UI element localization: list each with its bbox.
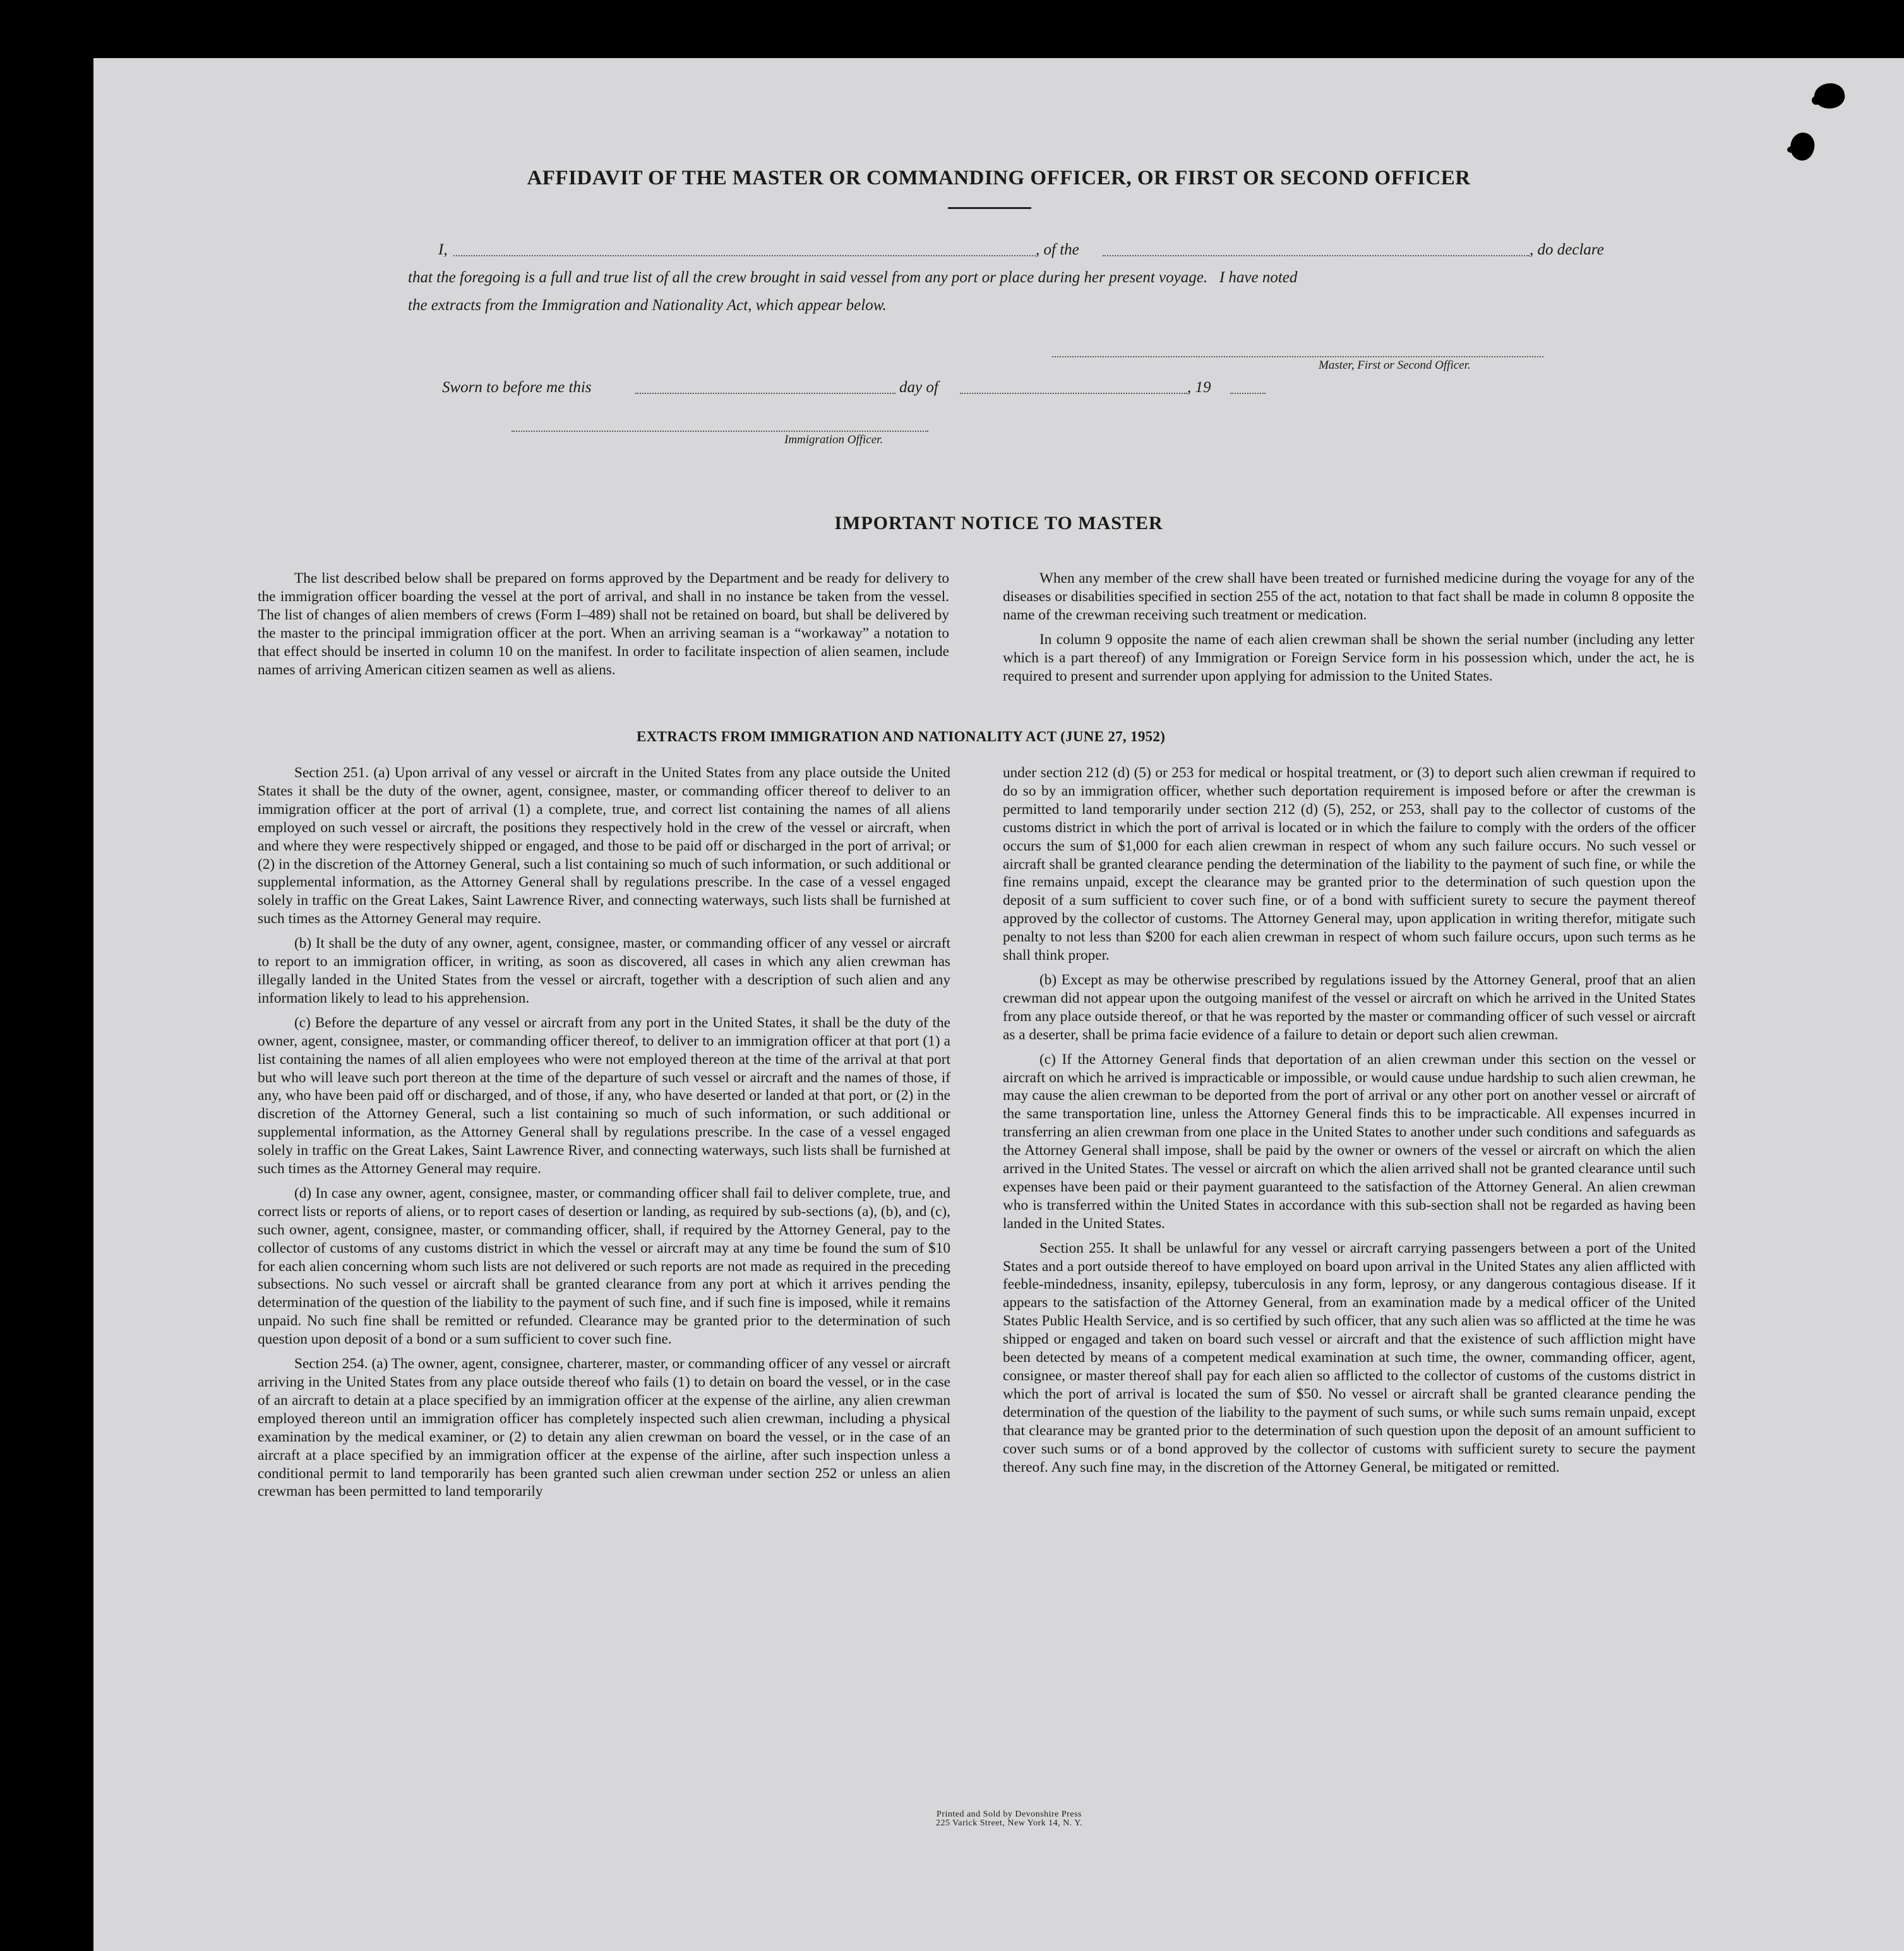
notice-right-paragraph-1: When any member of the crew shall have been treated or furnished medicine during the voyage for any of the diseases or disabilities specified in section 255 of the act, notation to that fact shall be made in column 8 opposite the name of the crewman receiving such treatment or medication. [1003, 570, 1694, 623]
year-blank[interactable] [1230, 393, 1266, 394]
section-254-b: (b) Except as may be otherwise prescribed by regulations issued by the Attorney General, proof that an alien crewman did not appear upon the outgoing manifest of the vessel or aircraft on which he arrived in the United States from any place outside thereof, or that he was reported by the master or commanding officer of such vessel or aircraft as a deserter, shall be prima facie evidence of a failure to detain or deport such alien crewman. [1003, 971, 1696, 1043]
notice-title: IMPORTANT NOTICE TO MASTER [834, 513, 1163, 534]
i-label: I, [438, 241, 448, 258]
section-251-b: (b) It shall be the duty of any owner, agent, consignee, master, or commanding officer of any vessel or aircraft to report to an immigration officer, in writing, as soon as discovered, all cases in which any alien crewman has illegally landed in the United States from the vessel or aircraft, together with a description of such alien and any information likely to lead to his apprehension. [258, 935, 950, 1006]
sworn-label: Sworn to before me this [442, 379, 592, 396]
section-255: Section 255. It shall be unlawful for any vessel or aircraft carrying passengers between a port of the United States and a port outside thereof to have employed on board upon arrival in the United States any alien afflicted with feeble-mindedness, insanity, epilepsy, tuberculosis in any form, leprosy, or any dangerous contagious disease. If it appears to the satisfaction of the Attorney General, from an examination made by a medical officer of the United States Public Health Service, and is so certified by such officer, that any such alien was so afflicted at the time he was shipped or engaged and taken on board such vessel or aircraft and that the existence of such affliction might have been detected by means of a competent medical examination at such time, the owner, commanding officer, agent, consignee, or master thereof shall pay for each alien so afflicted to the collector of customs of the customs district in which the port of arrival is located the sum of $50. No vessel or aircraft shall be granted clearance pending the determination of the question of the liability to the payment of such sums, or while such sums remain unpaid, except that clearance may be granted prior to the determination of such question upon the deposit of an amount sufficient to cover such sums or of a bond approved by the collector of customs with sufficient surety to secure the payment thereof. Any such fine may, in the discretion of the Attorney General, be mitigated or remitted. [1003, 1239, 1696, 1476]
punch-hole-edge [1787, 146, 1795, 153]
section-254-a: Section 254. (a) The owner, agent, consignee, charterer, master, or commanding officer of any vessel or aircraft arriving in the United States from any place outside thereof who fails (1) to detain on board the vessel, or in the case of an aircraft to detain at a place specified by an immigration officer at the expense of the airline, any alien crewman employed thereon until an immigration officer has completely inspected such alien crewman, including a physical examination by the medical examiner, or (2) to detain any alien crewman on board the vessel, or in the case of an aircraft at a place specified by an immigration officer at the expense of the airline, after such inspection unless a conditional permit to land temporarily has been granted such alien crewman under section 252 or unless an alien crewman has been permitted to land temporarily [258, 1356, 950, 1500]
master-signature-line[interactable] [1052, 356, 1543, 357]
form-page [93, 58, 1904, 1951]
officer-signature-line[interactable] [512, 431, 928, 432]
notice-left-column [258, 570, 949, 679]
printer-imprint [883, 1810, 1135, 1828]
year-prefix-label: , 19 [1187, 379, 1211, 396]
do-declare-label: , do declare [1530, 241, 1604, 258]
day-blank[interactable] [635, 393, 895, 394]
notice-left-paragraph: The list described below shall be prepared on forms approved by the Department and be ready for delivery to the immigration officer boarding the vessel at the port of arrival, and shall in no instance be taken from the vessel. The list of changes of alien members of crews (Form I–489) shall not be retained on board, but shall be delivered by the master to the principal immigration officer at the port. When an arriving seaman is a “workaway” a notation to that effect should be inserted in column 10 on the manifest. In order to facilitate inspection of alien seamen, include names of arriving American citizen seamen as well as aliens. [258, 570, 949, 678]
printer-line-1: Printed and Sold by Devonshire Press [937, 1810, 1082, 1819]
section-251-d: (d) In case any owner, agent, consignee, master, or commanding officer shall fail to deliver complete, true, and correct lists or reports of aliens, or to report cases of desertion or landing, as required by sub-sections (a), (b), and (c), such owner, agent, consignee, master, or commanding officer, shall, if required by the Attorney General, pay to the collector of customs of any customs district in which the vessel or aircraft may at any time be found the sum of $10 for each alien concerning whom such lists are not delivered or such reports are not made as required in the preceding subsections. No such vessel or aircraft shall be granted clearance from any port at which it arrives pending the determination of the question of the liability to the payment of such fine, and if such fine is imposed, while it remains unpaid. No such fine shall be remitted or refunded. Clearance may be granted prior to the determination of such question upon deposit of a bond or a sum sufficient to cover such fine. [258, 1184, 950, 1348]
month-blank[interactable] [960, 393, 1187, 394]
notice-right-paragraph-2: In column 9 opposite the name of each alien crewman shall be shown the serial number (including any letter which is a part thereof) of any Immigration or Foreign Service form in his possession which, under the act, he is required to present and surrender upon applying for admission to the United States. [1003, 631, 1694, 684]
name-blank[interactable] [453, 255, 1036, 256]
of-the-label: , of the [1036, 241, 1079, 258]
vessel-blank[interactable] [1103, 255, 1530, 256]
day-of-label: day of [899, 379, 938, 396]
printer-line-2: 225 Varick Street, New York 14, N. Y. [935, 1818, 1083, 1828]
title-rule [948, 207, 1031, 209]
punch-hole-edge [1812, 96, 1821, 105]
section-254-a-continued: under section 212 (d) (5) or 253 for medical or hospital treatment, or (3) to deport such alien crewman if required to do so by an immigration officer, whether such deportation requirement is imposed before or after the crewman is permitted to land temporarily under section 212 (d) (5), 252, or 253, shall pay to the collector of customs of the customs district in which the port of arrival is located or in which the failure to comply with the orders of the officer occurs the sum of $1,000 for each alien crewman in respect of whom any such failure occurs. No such vessel or aircraft shall be granted clearance pending the determination of the liability to the payment of such fine, or while the fine remains unpaid, except the clearance may be granted prior to the determination of such question upon the deposit of a sum sufficient to cover such fine, or of a bond with sufficient surety to secure the payment thereof approved by the collector of customs. The Attorney General may, upon application in writing therefor, mitigate such penalty to not less than $200 for each alien crewman in respect of whom such failure occurs, upon such terms as he shall think proper. [1003, 765, 1696, 964]
extracts-title: EXTRACTS FROM IMMIGRATION AND NATIONALITY ACT (JUNE 27, 1952) [637, 729, 1166, 744]
extracts-right-column [1003, 764, 1696, 1476]
master-signature-label: Master, First or Second Officer. [1319, 359, 1471, 372]
section-251-c: (c) Before the departure of any vessel or aircraft from any port in the United States, it shall be the duty of the owner, agent, consignee, master, or commanding officer thereof, to deliver to an immigration officer at that port (1) a list containing the names of all alien employees who were not employed thereon at the time of the arrival at that port but who will leave such port thereon at the time of the departure of such vessel or aircraft and the names of those, if any, who have been paid off or discharged, and of those, if any, who have deserted or landed at that port, or (2) in the discretion of the Attorney General, such a list containing so much of such information, or such additional or supplemental information, as the Attorney General shall by regulations prescribe. In the case of a vessel engaged solely in traffic on the Great Lakes, Saint Lawrence River, and connecting waterways, such lists shall be furnished at such times as the Attorney General may require. [258, 1014, 950, 1178]
notice-right-column [1003, 570, 1694, 685]
extracts-left-column [258, 764, 950, 1501]
section-251-a: Section 251. (a) Upon arrival of any vessel or aircraft in the United States from any place outside the United States it shall be the duty of the owner, agent, consignee, master, or commanding officer thereof to deliver to an immigration officer at the port of arrival (1) a complete, true, and correct list containing the names of all aliens employed on such vessel or aircraft, the positions they respectively hold in the crew of the vessel or aircraft, when and where they were respectively shipped or engaged, and those to be paid off or discharged in the port of arrival; or (2) in the discretion of the Attorney General, such a list containing so much of such information, or such additional or supplemental information, as the Attorney General shall by regulations prescribe. In the case of a vessel engaged solely in traffic on the Great Lakes, Saint Lawrence River, and connecting waterways, such lists shall be furnished at such times as the Attorney General may require. [258, 765, 950, 928]
affidavit-title: AFFIDAVIT OF THE MASTER OR COMMANDING OFFICER, OR FIRST OR SECOND OFFICER [527, 167, 1471, 189]
declaration-line-1: that the foregoing is a full and true list of all the crew brought in said vessel from any port or place during her present voyage. I have noted [408, 269, 1298, 286]
section-254-c: (c) If the Attorney General finds that deportation of an alien crewman under this section on the vessel or aircraft on which he arrived is impracticable or impossible, or would cause undue hardship to such alien crewman, he may cause the alien crewman to be deported from the port of arrival or any other port on another vessel or aircraft of the same transportation line, unless the Attorney General finds this to be impracticable. All expenses incurred in transferring an alien crewman from one place in the United States to another under such conditions and safeguards as the Attorney General shall impose, shall be paid by the owner or owners of the vessel or aircraft on which the alien arrived in the United States. The vessel or aircraft on which the alien arrived shall not be granted clearance until such expenses have been paid or their payment guaranteed to the satisfaction of the Attorney General. An alien crewman who is transferred within the United States in accordance with this sub-section shall not be regarded as having been landed in the United States. [1003, 1051, 1696, 1232]
officer-signature-label: Immigration Officer. [784, 433, 883, 446]
declaration-line-2: the extracts from the Immigration and Nationality Act, which appear below. [408, 297, 887, 314]
